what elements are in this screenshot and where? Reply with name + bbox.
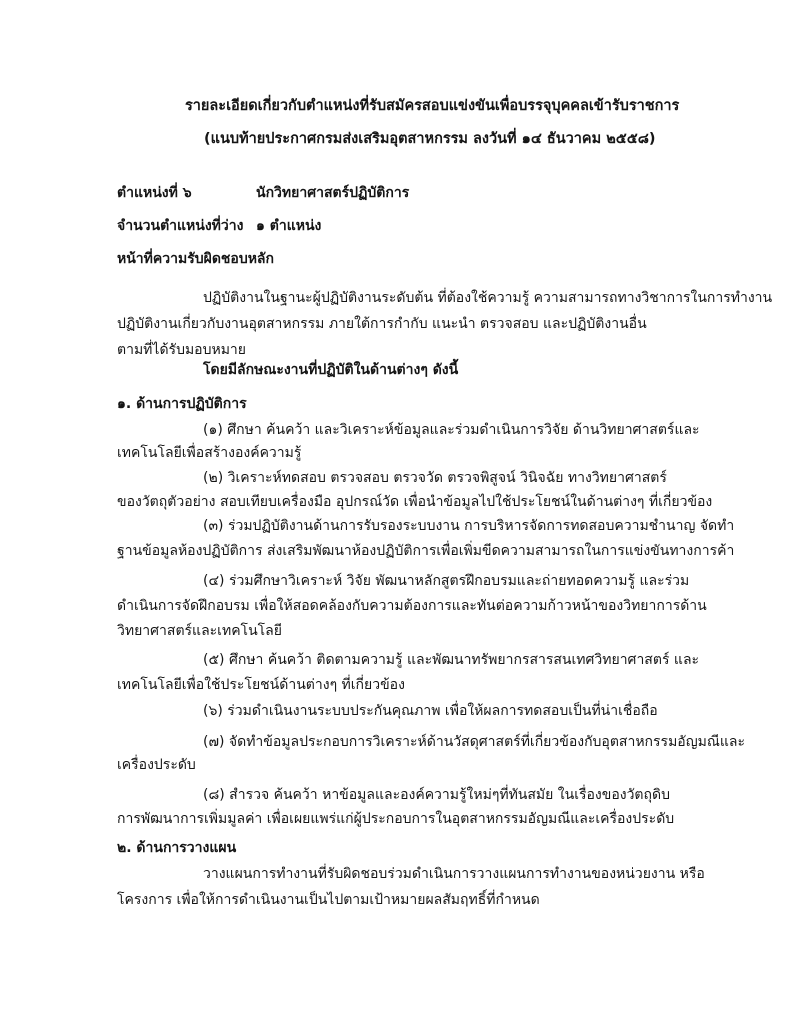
characteristics-line: โดยมีลักษณะงานที่ปฏิบัติในด้านต่างๆ ดังนี้	[203, 362, 459, 378]
section1-line: วิทยาศาสตร์และเทคโนโลยี	[117, 623, 282, 639]
section1-line: (๒) วิเคราะห์ทดสอบ ตรวจสอบ ตรวจวัด ตรวจพิสูจน์ วินิจฉัย ทางวิทยาศาสตร์	[203, 470, 667, 486]
section1-heading: ๑. ด้านการปฏิบัติการ	[117, 396, 247, 412]
section1-line: (๕) ศึกษา ค้นคว้า ติดตามความรู้ และพัฒนาทรัพยากรสารสนเทศวิทยาศาสตร์ และ	[203, 652, 700, 668]
section1-line: (๘) สำรวจ ค้นคว้า หาข้อมูลและองค์ความรู้ใหม่ๆที่ทันสมัย ในเรื่องของวัตถุดิบ	[203, 787, 670, 803]
vacancy-value: ๑ ตำแหน่ง	[256, 218, 322, 234]
intro-line: ตามที่ได้รับมอบหมาย	[117, 342, 246, 358]
intro-line: ปฏิบัติงานในฐานะผู้ปฏิบัติงานระดับต้น ที่ต้องใช้ความรู้ ความสามารถทางวิชาการในการทำงาน	[203, 290, 773, 306]
position-value: นักวิทยาศาสตร์ปฏิบัติการ	[256, 185, 410, 201]
section2-line: โครงการ เพื่อให้การดำเนินงานเป็นไปตามเป้าหมายผลสัมฤทธิ์ที่กำหนด	[117, 892, 540, 908]
section1-line: (๑) ศึกษา ค้นคว้า และวิเคราะห์ข้อมูลและร่วมดำเนินการวิจัย ด้านวิทยาศาสตร์และ	[203, 422, 700, 438]
document-title: รายละเอียดเกี่ยวกับตำแหน่งที่รับสมัครสอบแข่งขันเพื่อบรรจุบุคคลเข้ารับราชการ	[185, 98, 680, 114]
section1-line: ดำเนินการจัดฝึกอบรม เพื่อให้สอดคล้องกับความต้องการและทันต่อความก้าวหน้าของวิทยาการด้าน	[117, 598, 707, 614]
section1-line: (๗) จัดทำข้อมูลประกอบการวิเคราะห์ด้านวัสดุศาสตร์ที่เกี่ยวข้องกับอุตสาหกรรมอัญมณีและ	[203, 734, 745, 750]
section1-line: เทคโนโลยีเพื่อสร้างองค์ความรู้	[117, 445, 302, 461]
vacancy-label: จำนวนตำแหน่งที่ว่าง	[117, 218, 244, 234]
position-label: ตำแหน่งที่ ๖	[117, 185, 192, 201]
section2-heading: ๒. ด้านการวางแผน	[117, 840, 237, 856]
section1-line: (๖) ร่วมดำเนินงานระบบประกันคุณภาพ เพื่อให้ผลการทดสอบเป็นที่น่าเชื่อถือ	[203, 703, 658, 719]
section1-line: ฐานข้อมูลห้องปฏิบัติการ ส่งเสริมพัฒนาห้องปฏิบัติการเพื่อเพิ่มขีดความสามารถในการแข่งขันทางการค้า	[117, 543, 735, 559]
section2-line: วางแผนการทำงานที่รับผิดชอบร่วมดำเนินการวางแผนการทำงานของหน่วยงาน หรือ	[203, 866, 705, 882]
section1-line: เครื่องประดับ	[117, 757, 196, 773]
section1-line: ของวัตถุตัวอย่าง สอบเทียบเครื่องมือ อุปกรณ์วัด เพื่อนำข้อมูลไปใช้ประโยชน์ในด้านต่างๆ ที่เกี่ยวข้อง	[117, 494, 713, 510]
intro-line: ปฏิบัติงานเกี่ยวกับงานอุตสาหกรรม ภายใต้การกำกับ แนะนำ ตรวจสอบ และปฏิบัติงานอื่น	[117, 316, 647, 332]
section1-line: การพัฒนาการเพิ่มมูลค่า เพื่อเผยแพร่แก่ผู้ประกอบการในอุตสาหกรรมอัญมณีและเครื่องประดับ	[117, 811, 675, 827]
duties-heading: หน้าที่ความรับผิดชอบหลัก	[117, 251, 274, 267]
section1-line: (๔) ร่วมศึกษาวิเคราะห์ วิจัย พัฒนาหลักสูตรฝึกอบรมและถ่ายทอดความรู้ และร่วม	[203, 573, 690, 589]
section1-line: เทคโนโลยีเพื่อใช้ประโยชน์ด้านต่างๆ ที่เกี่ยวข้อง	[117, 677, 405, 693]
document-subtitle: (แนบท้ายประกาศกรมส่งเสริมอุตสาหกรรม ลงวันที่ ๑๔ ธันวาคม ๒๕๕๘)	[204, 131, 656, 147]
section1-line: (๓) ร่วมปฏิบัติงานด้านการรับรองระบบงาน การบริหารจัดการทดสอบความชำนาญ จัดทำ	[203, 518, 735, 534]
